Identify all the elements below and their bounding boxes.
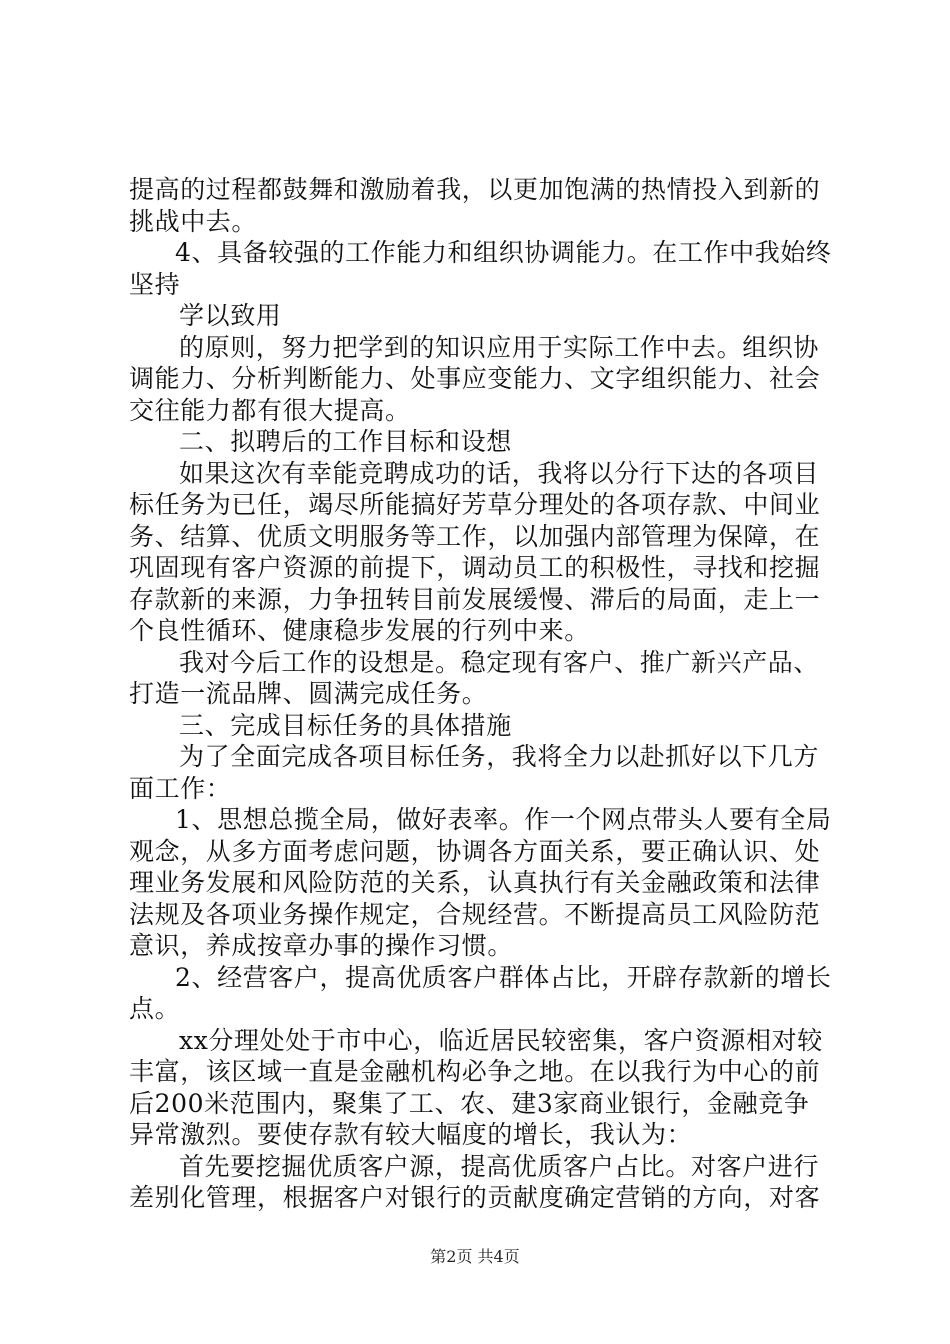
text-line: 巩固现有客户资源的前提下，调动员工的积极性，寻找和挖掘 xyxy=(129,553,821,582)
section-heading: 二、拟聘后的工作目标和设想 xyxy=(179,427,512,456)
text-line: 丰富，该区域一直是金融机构必争之地。在以我行为中心的前 xyxy=(129,1057,821,1086)
text-line: 2、经营客户，提高优质客户群体占比，开辟存款新的增长 xyxy=(175,962,832,992)
text-line: 理业务发展和风险防范的关系，认真执行有关金融政策和法律 xyxy=(129,868,821,897)
text-line: 1、思想总揽全局，做好表率。作一个网点带头人要有全局 xyxy=(175,805,832,834)
text-line: 存款新的来源，力争扭转目前发展缓慢、滞后的局面，走上一 xyxy=(129,584,821,614)
text-line: 首先要挖掘优质客户源，提高优质客户占比。对客户进行 xyxy=(179,1151,820,1181)
text-line: 4、具备较强的工作能力和组织协调能力。在工作中我始终 xyxy=(175,238,832,267)
text-line: 如果这次有幸能竞聘成功的话，我将以分行下达的各项目 xyxy=(179,458,820,488)
text-line: 观念，从多方面考虑问题，协调各方面关系，要正确认识、处 xyxy=(129,836,821,866)
text-line: 调能力、分析判断能力、处事应变能力、文字组织能力、社会 xyxy=(129,364,821,393)
text-line: 后200米范围内，聚集了工、农、建3家商业银行，金融竞争 xyxy=(129,1088,810,1118)
text-line: 提高的过程都鼓舞和激励着我，以更加饱满的热情投入到新的 xyxy=(129,175,821,204)
text-line: 为了全面完成各项目标任务，我将全力以赴抓好以下几方 xyxy=(179,742,820,771)
text-line: 务、结算、优质文明服务等工作，以加强内部管理为保障，在 xyxy=(129,521,821,551)
text-line: 坚持 xyxy=(129,269,181,299)
page-number-footer: 第2页 共4页 xyxy=(430,1247,520,1266)
text-line: xx分理处处于市中心，临近居民较密集，客户资源相对较 xyxy=(179,1025,823,1055)
text-line: 学以致用 xyxy=(179,301,282,330)
text-line: 标任务为已任，竭尽所能搞好芳草分理处的各项存款、中间业 xyxy=(129,490,821,519)
text-line: 打造一流品牌、圆满完成任务。 xyxy=(129,679,488,708)
text-line: 交往能力都有很大提高。 xyxy=(129,395,411,425)
text-line: 差别化管理，根据客户对银行的贡献度确定营销的方向，对客 xyxy=(129,1183,821,1212)
text-line: 意识，养成按章办事的操作习惯。 xyxy=(129,931,514,960)
text-line: 的原则，努力把学到的知识应用于实际工作中去。组织协 xyxy=(179,332,820,362)
text-line: 个良性循环、健康稳步发展的行列中来。 xyxy=(129,616,590,645)
text-line: 面工作： xyxy=(129,773,232,803)
text-line: 法规及各项业务操作规定，合规经营。不断提高员工风险防范 xyxy=(129,899,821,929)
text-line: 点。 xyxy=(129,994,181,1023)
text-line: 我对今后工作的设想是。稳定现有客户、推广新兴产品、 xyxy=(179,647,820,677)
text-line: 挑战中去。 xyxy=(129,206,258,236)
section-heading: 三、完成目标任务的具体措施 xyxy=(179,710,512,740)
body-text xyxy=(129,174,832,1214)
text-line: 异常激烈。要使存款有较大幅度的增长，我认为： xyxy=(129,1120,693,1149)
